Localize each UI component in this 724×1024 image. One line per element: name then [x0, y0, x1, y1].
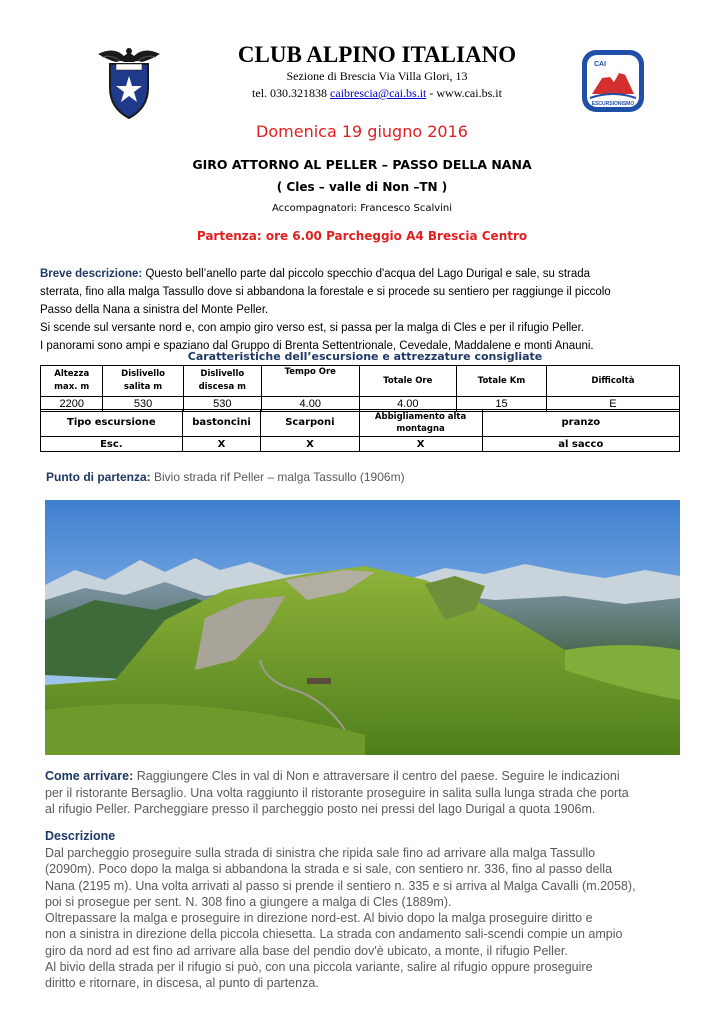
club-title: CLUB ALPINO ITALIANO [237, 42, 517, 67]
cell-altezza: 2200 [41, 397, 103, 412]
trip-guides: Accompagnatori: Francesco Scalvini [271, 203, 453, 214]
how-to-arrive [45, 768, 685, 818]
description-line: (2090m). Poco dopo la malga si abbandona la strada e si sale, con sentiero nr. 336, fino al passo della [45, 862, 613, 877]
description-line: Nana (2195 m). Una volta arrivati al passo si prende il sentiero n. 335 e si arriva al Malga Cavalli (m.2058), [45, 878, 636, 893]
col-discesa-header: Dislivello discesa m [183, 366, 261, 397]
club-contacts [140, 86, 614, 101]
cell-scarponi: X [261, 437, 359, 452]
description-line: Al bivio della strada per il rifugio si può, con una piccola variante, salire al rifugio oppure proseguire [45, 960, 593, 975]
short-description [40, 265, 690, 355]
tech-table-header-row [41, 366, 680, 397]
trip-subtitle: ( Cles – valle di Non –TN ) [276, 180, 448, 194]
equipment-table [40, 409, 680, 452]
short-description-label: Breve descrizione: [40, 268, 143, 280]
club-website: - www.cai.bs.it [426, 86, 502, 100]
equipment-table-row [41, 437, 680, 452]
col-difficolta-header: Difficoltà [546, 366, 679, 397]
cell-totale-km: 15 [457, 397, 547, 412]
how-to-arrive-line: al rifugio Peller. Parcheggiare presso il parcheggio posto nei pressi del lago Durigal a quota 1906m. [45, 802, 596, 816]
col-abbigliamento-header: Abbigliamento alta montagna [359, 410, 482, 437]
short-description-line: Si scende sul versante nord e, con ampio giro verso est, si passa per la malga di Cles e per il rifugio Peller. [40, 322, 584, 334]
cell-abbigliamento: X [359, 437, 482, 452]
description-line: diritto e ritornare, in discesa, al punto di partenza. [45, 976, 319, 991]
col-scarponi-header: Scarponi [261, 410, 359, 437]
col-totale-km-header: Totale Km [457, 366, 547, 397]
svg-text:CAI: CAI [594, 61, 607, 68]
club-address: Sezione di Brescia Via Villa Glori, 13 [286, 69, 468, 83]
event-date: Domenica 19 giugno 2016 [256, 122, 468, 141]
col-pranzo-header: pranzo [482, 410, 679, 437]
col-totale-ore-header: Totale Ore [359, 366, 457, 397]
description-line: giro da nord ad est fino ad arrivare alla base del pendio dov'è ubicato, a monte, il rifugio Peller. [45, 943, 568, 958]
cai-escursionismo-logo [580, 48, 646, 114]
cell-salita: 530 [103, 397, 183, 412]
description-line: Oltrepassare la malga e proseguire in direzione nord-est. Al bivio dopo la malga proseguire diritto e [45, 911, 593, 926]
how-to-arrive-line: Come arrivare: Raggiungere Cles in val di Non e attraversare il centro del paese. Seguire le indicazioni [45, 769, 620, 783]
description-line: poi si prosegue per sent. N. 308 fino a giungere a malga di Cles (1889m). [45, 894, 452, 909]
col-tipo-header: Tipo escursione [41, 410, 183, 437]
short-description-line: Passo della Nana a sinistra del Monte Peller. [40, 304, 269, 316]
trip-title: GIRO ATTORNO AL PELLER – PASSO DELLA NANA [192, 157, 532, 172]
cell-tipo: Esc. [41, 437, 183, 452]
mountain-panorama-photo [45, 500, 680, 755]
start-point-text: Bivio strada rif Peller – malga Tassullo (1906m) [150, 470, 405, 484]
start-point-label: Punto di partenza: [46, 470, 151, 484]
short-description-line: I panorami sono ampi e spaziano dal Gruppo di Brenta Settentrionale, Cevedale, Maddalene e monti Anauni. [40, 340, 594, 352]
club-phone: tel. 030.321838 [252, 86, 328, 100]
tech-table [40, 365, 680, 412]
col-altezza-header: Altezza max. m [41, 366, 103, 397]
tech-table-title: Caratteristiche dell’escursione e attrezzature consigliate [187, 350, 543, 363]
description-line: non a sinistra in direzione della piccola chiesetta. La strada con andamento sali-scendi compie un ampio [45, 927, 623, 942]
club-email-link[interactable]: caibrescia@cai.bs.it [330, 86, 427, 100]
description-body [45, 845, 695, 992]
cell-discesa: 530 [183, 397, 261, 412]
cell-tempo: 4.00 [261, 397, 359, 412]
cell-bastoncini: X [182, 437, 261, 452]
short-description-line: Breve descrizione: Questo bell’anello parte dal piccolo specchio d'acqua del Lago Durigal e sale, su strada [40, 268, 591, 280]
description-heading: Descrizione [45, 829, 116, 843]
description-line: Dal parcheggio proseguire sulla strada di sinistra che ripida sale fino ad arrivare alla malga Tassullo [45, 846, 596, 860]
how-to-arrive-line: per il ristorante Bersaglio. Una volta raggiunto il ristorante proseguire in salita sulla lunga strada che porta [45, 785, 629, 800]
how-to-arrive-label: Come arrivare: [45, 769, 134, 783]
col-bastoncini-header: bastoncini [182, 410, 261, 437]
trip-departure: Partenza: ore 6.00 Parcheggio A4 Brescia Centro [196, 229, 528, 243]
start-point [46, 470, 686, 484]
col-salita-header: Dislivello salita m [103, 366, 183, 397]
equipment-table-header-row [41, 410, 680, 437]
col-tempo-header: Tempo Ore [261, 366, 359, 397]
cell-totale-ore: 4.00 [359, 397, 457, 412]
svg-text:ESCURSIONISMO: ESCURSIONISMO [591, 101, 635, 107]
cell-pranzo: al sacco [482, 437, 679, 452]
short-description-line: sterrata, fino alla malga Tassullo dove si abbandona la forestale e si procede su sentiero per raggiunge il piccolo [40, 286, 611, 298]
cell-difficolta: E [546, 397, 679, 412]
